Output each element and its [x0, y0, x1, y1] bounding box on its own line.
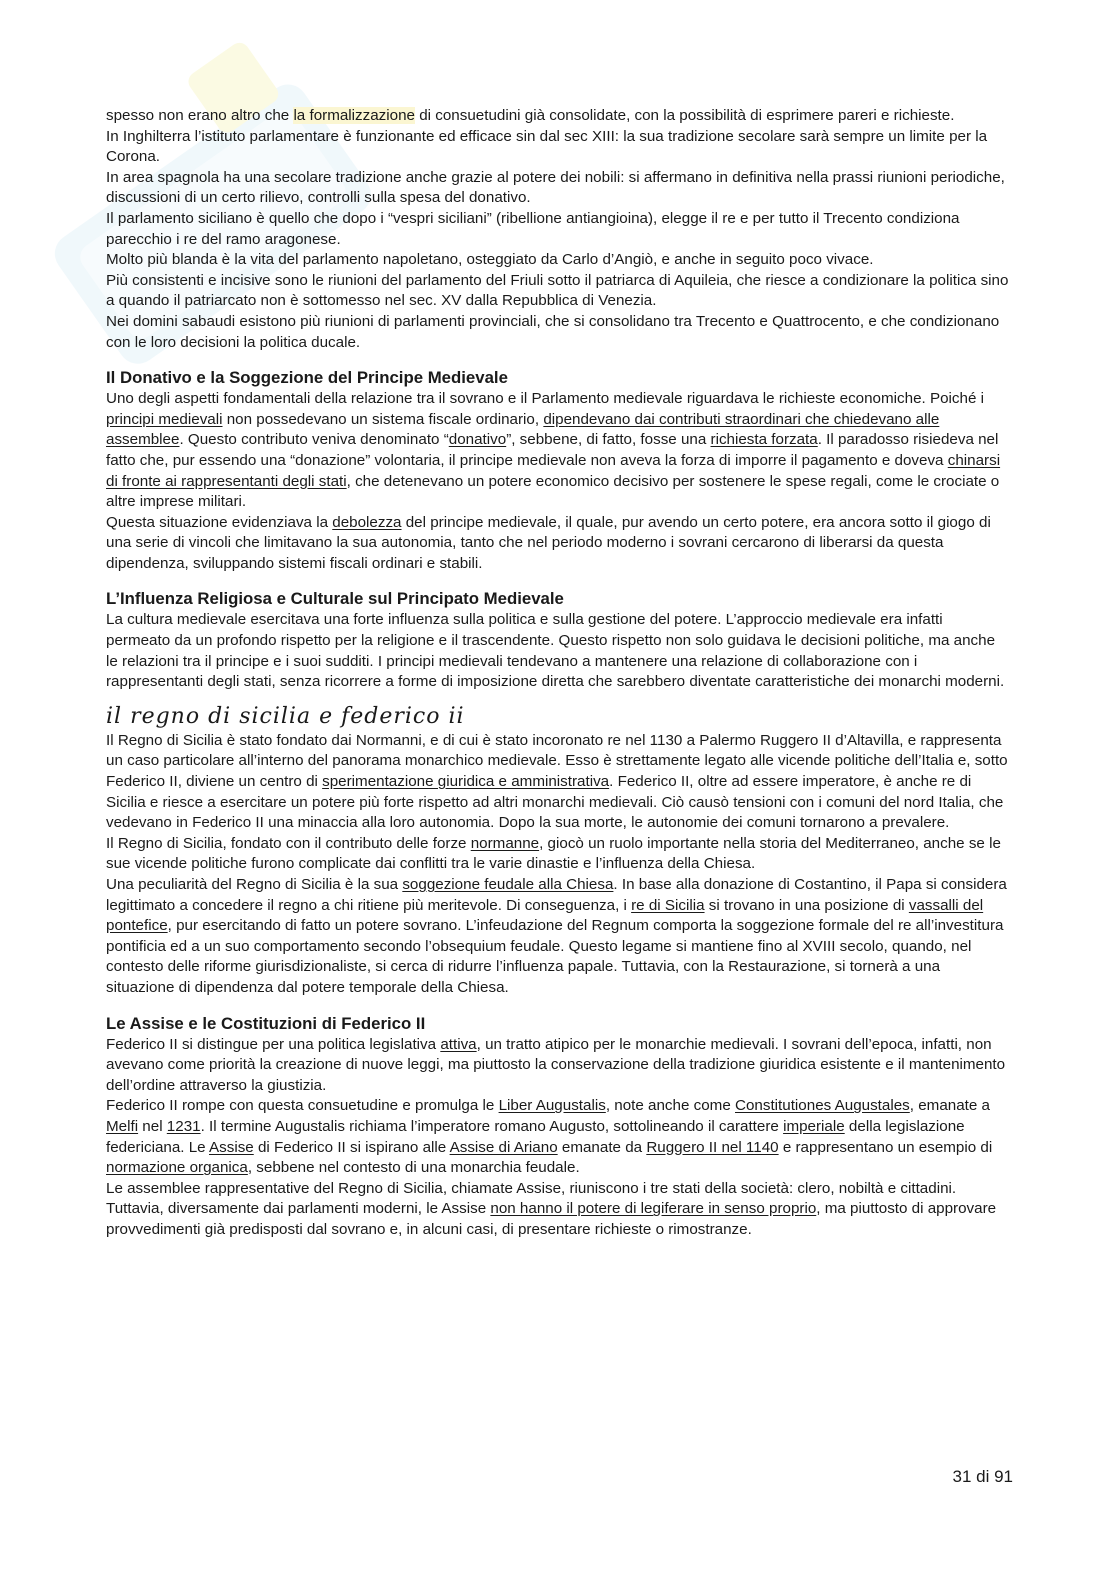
paragraph: Il Regno di Sicilia è stato fondato dai Normanni, e di cui è stato incoronato re nel 1130 a Palermo Ruggero II d’Altavilla, e rappresenta un caso particolare all’interno del panorama monarchico medievale. Esso è strettamente legato alle vicende politiche dell’Italia e, sotto Federico II, diviene un centro di sperimentazione giuridica e amministrativa. Federico II, oltre ad essere imperatore, è anche re di Sicilia e riesce a esercitare un potere più forte rispetto ad altri monarchi medievali. Ciò causò tensioni con i comuni del nord Italia, che vedevano in Federico II una minaccia alla loro autonomia. Dopo la sua morte, le autonomie dei comuni tornarono a prevalere. [106, 731, 1008, 832]
paragraph: Il parlamento siciliano è quello che dopo i “vespri siciliani” (ribellione antiangioina), elegge il re e per tutto il Trecento condiziona parecchio i re del ramo aragonese. [106, 209, 960, 248]
paragraph: Uno degli aspetti fondamentali della relazione tra il sovrano e il Parlamento medievale riguardava le richieste economiche. Poiché i principi medievali non possedevano un sistema fiscale ordinario, dipendevano dai contributi straordinari che chiedevano alle assemblee. Questo contributo veniva denominato “donativo”, sebbene, di fatto, fosse una richiesta forzata. Il paradosso risiedeva nel fatto che, pur essendo una “donazione” volontaria, il principe medievale non aveva la forza di imporre il pagamento e doveva chinarsi di fronte ai rappresentanti degli stati, che detenevano un potere economico decisivo per sostenere le spese regali, come le crociate o altre imprese militari. [106, 390, 1001, 511]
section-heading-donativo: Il Donativo e la Soggezione del Principe Medievale [106, 368, 508, 388]
underlined-term: sperimentazione giuridica e amministrativa [322, 773, 610, 791]
paragraph: Una peculiarità del Regno di Sicilia è la sua soggezione feudale alla Chiesa. In base alla donazione di Costantino, il Papa si considera legittimato a concedere il regno a chi ritiene più meritevole. Di conseguenza, i re di Sicilia si trovano in una posizione di vassalli del pontefice, pur esercitando di fatto un potere sovrano. L’infeudazione del Regnum comporta la soggezione formale del re all’investitura pontificia ed a un suo comportamento secondo l’obsequium feudale. Questo legame si mantiene fino al XVIII secolo, quando, nel contesto delle riforme giurisdizionaliste, si cerca di ridurre l’influenza papale. Tuttavia, con la Restaurazione, si tornerà a una situazione di dipendenza dal potere temporale della Chiesa. [106, 876, 1007, 996]
underlined-term: re di Sicilia [631, 896, 705, 914]
paragraph: Federico II rompe con questa consuetudine e promulga le Liber Augustalis, note anche come Constitutiones Augustales, emanate a Melfi nel 1231. Il termine Augustalis richiama l’imperatore romano Augusto, sottolineando il carattere imperiale della legislazione federiciana. Le Assise di Federico II si ispirano alle Assise di Ariano emanate da Ruggero II nel 1140 e rappresentano un esempio di normazione organica, sebbene nel contesto di una monarchia feudale. [106, 1097, 993, 1177]
intro-section [106, 106, 1010, 353]
underlined-term: Ruggero II nel 1140 [646, 1138, 779, 1156]
paragraph: In area spagnola ha una secolare tradizione anche grazie al potere dei nobili: si affermano in definitiva nella prassi riunioni periodiche, discussioni di un certo rilievo, controlli sulla spesa del donativo. [106, 168, 1005, 207]
underlined-term: Assise di Ariano [449, 1138, 558, 1156]
underlined-term: normazione organica [106, 1159, 248, 1177]
underlined-term: normanne [470, 834, 540, 852]
underlined-term: non hanno il potere di legiferare in senso proprio [490, 1200, 817, 1218]
paragraph: spesso non erano altro che la formalizzazione di consuetudini già consolidate, con la possibilità di esprimere pareri e richieste. [106, 107, 955, 124]
underlined-term: imperiale [783, 1117, 845, 1135]
underlined-term: 1231 [166, 1117, 201, 1135]
underlined-term: Melfi [106, 1117, 139, 1135]
underlined-term: Constitutiones Augustales [735, 1097, 910, 1115]
underlined-term: dipendevano dai contributi straordinari che chiedevano alle assemblee [106, 410, 940, 449]
page-content [106, 106, 1010, 1241]
section-heading-assise: Le Assise e le Costituzioni di Federico II [106, 1013, 426, 1033]
paragraph: In Inghilterra l’istituto parlamentare è funzionante ed efficace sin dal sec XIII: la sua tradizione secolare sarà sempre un limite per la Corona. [106, 127, 988, 166]
underlined-term: richiesta forzata [710, 431, 818, 449]
underlined-term: principi medievali [106, 410, 223, 428]
paragraph: Più consistenti e incisive sono le riunioni del parlamento del Friuli sotto il patriarca di Aquileia, che riesce a condizionare la politica sino a quando il patriarcato non è sottomesso nel sec. XV dalla Repubblica di Venezia. [106, 271, 1009, 310]
page-number: 31 di 91 [952, 1467, 1013, 1486]
underlined-term: attiva [440, 1035, 477, 1053]
underlined-term: Assise [209, 1138, 254, 1156]
highlighted-text: la formalizzazione [293, 107, 415, 124]
section-heading-influenza: L’Influenza Religiosa e Culturale sul Principato Medievale [106, 589, 564, 609]
paragraph: Le assemblee rappresentative del Regno di Sicilia, chiamate Assise, riuniscono i tre stati della società: clero, nobiltà e cittadini. Tuttavia, diversamente dai parlamenti moderni, le Assise non hanno il potere di legiferare in senso proprio, ma piuttosto di approvare provvedimenti già predisposti dal sovrano e, in alcuni casi, di presentare richieste o rimostranze. [106, 1179, 997, 1238]
paragraph: La cultura medievale esercitava una forte influenza sulla politica e sulla gestione del potere. L’approccio medievale era infatti permeato da un profondo rispetto per la religione e il trascendente. Questo rispetto non solo guidava le decisioni politiche, ma anche le relazioni tra il principe e i suoi sudditi. I principi medievali tendevano a mantenere una relazione di collaborazione con i rappresentanti degli stati, senza ricorrere a forme di imposizione diretta che sarebbero diventate caratteristiche dei monarchi moderni. [106, 611, 1005, 691]
underlined-term: soggezione feudale alla Chiesa [402, 876, 614, 893]
chapter-heading-regno: il regno di sicilia e federico ii [106, 703, 465, 729]
paragraph: Federico II si distingue per una politica legislativa attiva, un tratto atipico per le monarchie medievali. I sovrani dell’epoca, infatti, non avevano come priorità la creazione di nuove leggi, ma piuttosto la conservazione della tradizione giuridica esistente e il mantenimento dell’ordine attraverso la giustizia. [106, 1035, 1006, 1094]
underlined-term: donativo [448, 431, 507, 449]
underlined-term: Liber Augustalis [498, 1097, 606, 1115]
paragraph: Questa situazione evidenziava la debolezza del principe medievale, il quale, pur avendo un certo potere, era ancora sotto il giogo di una serie di vincoli che limitavano la sua autonomia, tanto che nel periodo moderno i sovrani cercarono di liberarsi da questa dipendenza, sviluppando sistemi fiscali ordinari e stabili. [106, 513, 991, 572]
paragraph: Il Regno di Sicilia, fondato con il contributo delle forze normanne, giocò un ruolo importante nella storia del Mediterraneo, anche se le sue vicende politiche furono complicate dai conflitti tra le varie dinastie e l’influenza della Chiesa. [106, 834, 1001, 873]
underlined-term: debolezza [332, 513, 402, 531]
underlined-term: vassalli del pontefice [106, 896, 984, 935]
paragraph: Molto più blanda è la vita del parlamento napoletano, osteggiato da Carlo d’Angiò, e anche in seguito poco vivace. [106, 251, 874, 269]
paragraph: Nei domini sabaudi esistono più riunioni di parlamenti provinciali, che si consolidano tra Trecento e Quattrocento, e che condizionano con le loro decisioni la politica ducale. [106, 312, 1000, 351]
underlined-term: chinarsi di fronte ai rappresentanti degli stati [106, 451, 1001, 490]
